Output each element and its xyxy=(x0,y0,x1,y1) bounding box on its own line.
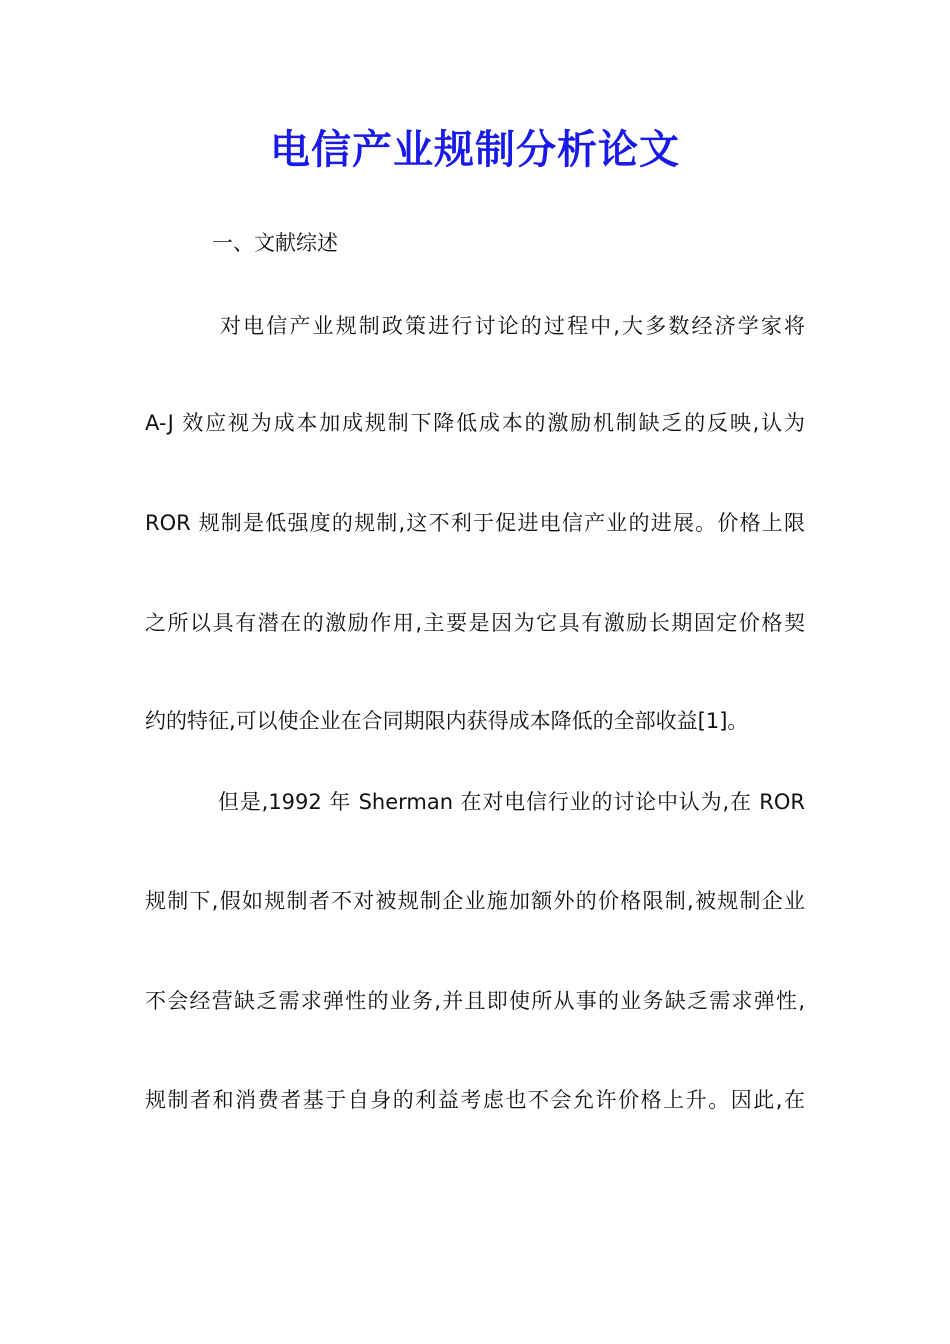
paragraph-line: 规制者和消费者基于自身的利益考虑也不会允许价格上升。因此,在 xyxy=(145,1088,805,1112)
document-title: 电信产业规制分析论文 xyxy=(270,126,680,173)
paragraph-line: 对电信产业规制政策进行讨论的过程中,大多数经济学家将 xyxy=(220,314,805,338)
section-heading: 一、文献综述 xyxy=(212,231,338,255)
paragraph-line: 约的特征,可以使企业在合同期限内获得成本降低的全部收益[1]。 xyxy=(145,709,749,733)
paragraph-line: ROR 规制是低强度的规制,这不利于促进电信产业的进展。价格上限 xyxy=(145,511,805,535)
paragraph-line: 但是,1992 年 Sherman 在对电信行业的讨论中认为,在 ROR xyxy=(218,790,805,814)
paragraph-line: 不会经营缺乏需求弹性的业务,并且即使所从事的业务缺乏需求弹性, xyxy=(145,989,805,1013)
paragraph-line: 规制下,假如规制者不对被规制企业施加额外的价格限制,被规制企业 xyxy=(145,889,805,913)
paragraph-line: 之所以具有潜在的激励作用,主要是因为它具有激励长期固定价格契 xyxy=(145,611,805,635)
paragraph-line: A-J 效应视为成本加成规制下降低成本的激励机制缺乏的反映,认为 xyxy=(145,411,805,435)
